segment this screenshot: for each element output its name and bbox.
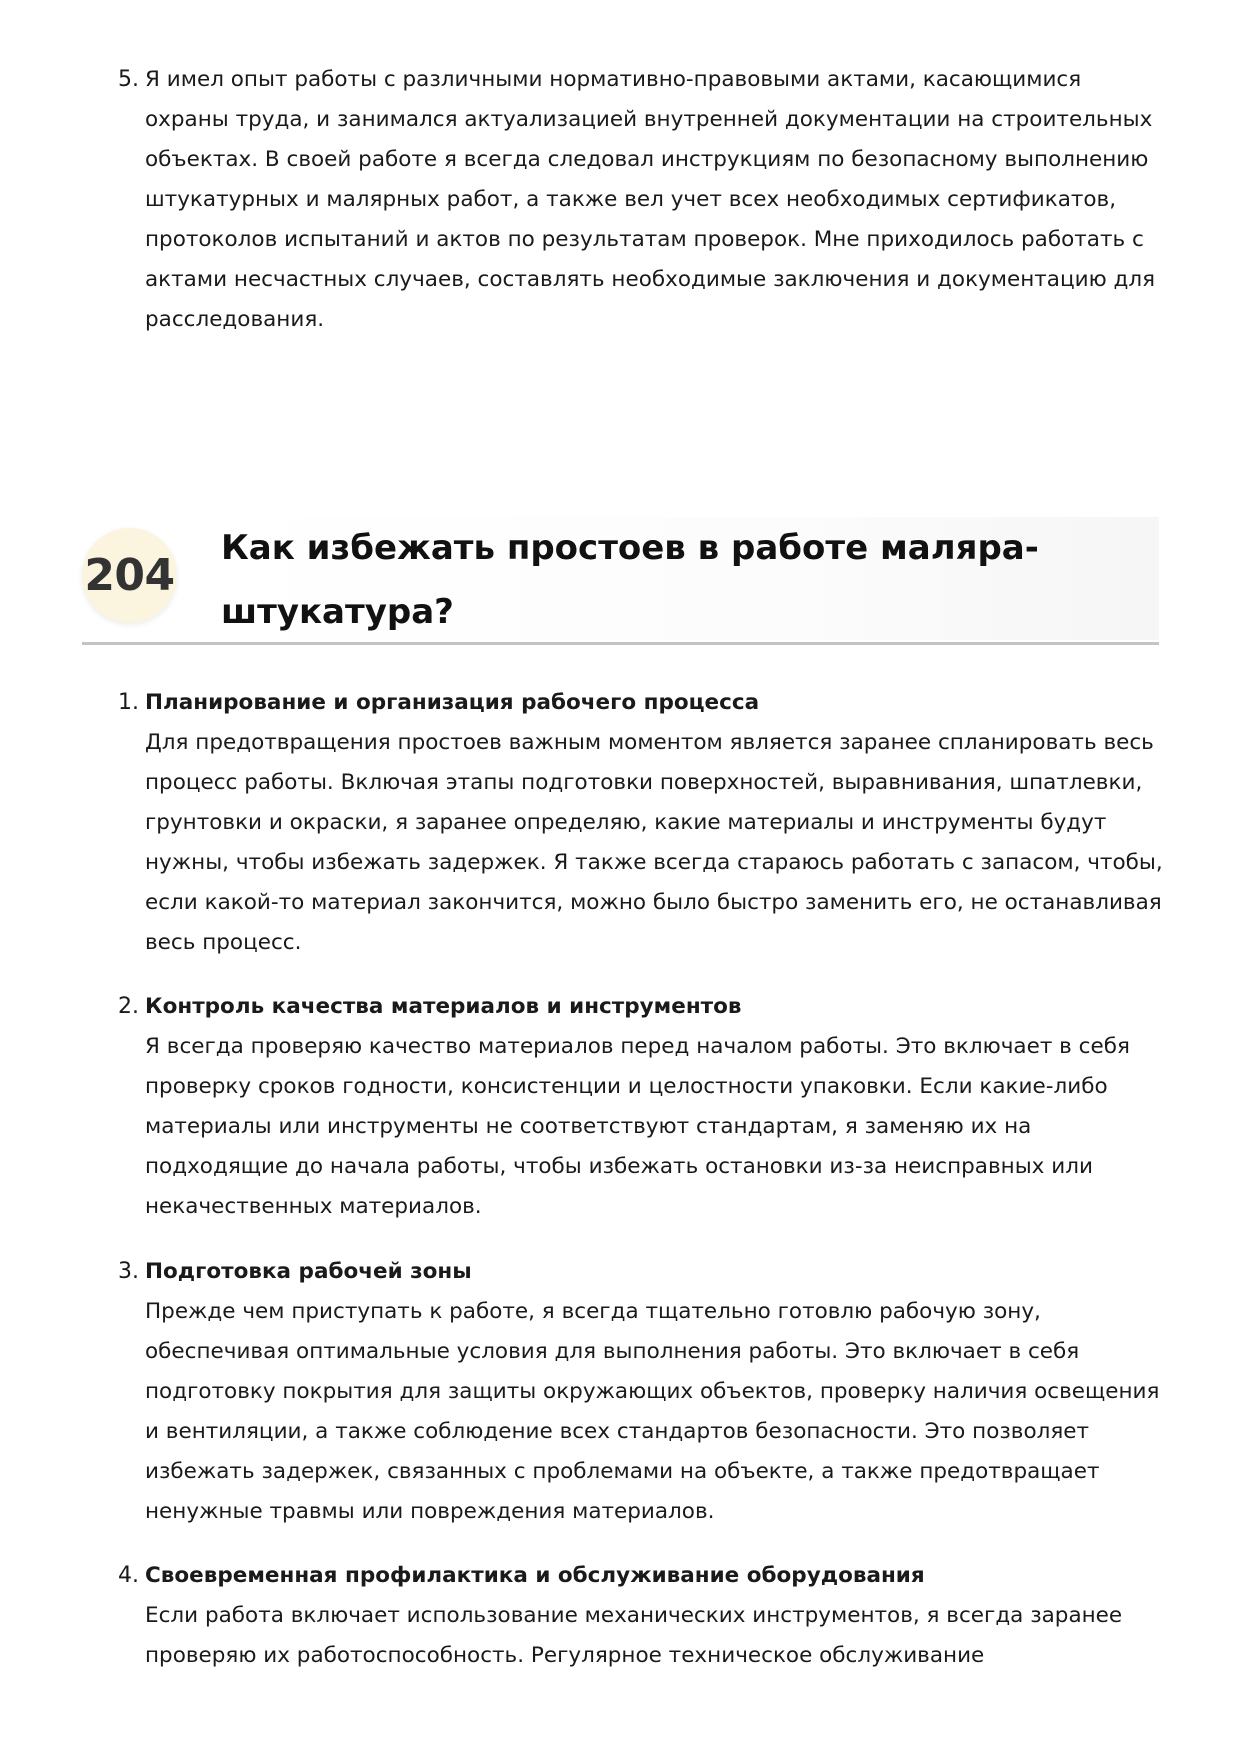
list-item-text: Для предотвращения простоев важным моментом является заранее спланировать весь процесс работы. Включая этапы подготовки поверхностей, выравнивания, шпатлевки, грунтовки и окраски, я заранее определяю, какие материалы и инструменты будут нужны, чтобы избежать задержек. Я также всегда стараюсь работать с запасом, чтобы, если какой-то материал закончится, можно было быстро заменить его, не останавливая весь процесс. — [145, 730, 1163, 955]
question-title: Как избежать простоев в работе маляра-штукатура? — [221, 528, 1039, 632]
list-item-number: 1. — [118, 690, 139, 715]
list-item-text: Если работа включает использование механических инструментов, я всегда заранее проверяю их работоспособность. Регулярное техническое обслуживание — [145, 1603, 1123, 1668]
list-item-text: Я всегда проверяю качество материалов перед началом работы. Это включает в себя проверку сроков годности, консистенции и целостности упаковки. Если какие-либо материалы или инструменты не соответствуют стандартам, я заменяю их на подходящие до начала работы, чтобы избежать остановки из-за неисправных или некачественных материалов. — [145, 1034, 1130, 1219]
list-item-number: 2. — [118, 994, 139, 1019]
list-item-title: Планирование и организация рабочего процесса — [145, 690, 760, 715]
question-header — [82, 513, 1159, 644]
list-item-number: 5. — [118, 67, 139, 92]
list-item-2 — [118, 987, 1163, 1227]
list-item-3 — [118, 1252, 1163, 1532]
list-item-1 — [118, 683, 1163, 963]
list-item-text: Я имел опыт работы с различными нормативно-правовыми актами, касающимися охраны труда, и занимался актуализацией внутренней документации на строительных объектах. В своей работе я всегда следовал инструкциям по безопасному выполнению штукатурных и малярных работ, а также вел учет всех необходимых сертификатов, протоколов испытаний и актов по результатам проверок. Мне приходилось работать с актами несчастных случаев, составлять необходимые заключения и документацию для расследования. — [145, 67, 1156, 332]
list-item-number: 3. — [118, 1259, 139, 1284]
list-item-title: Контроль качества материалов и инструментов — [145, 994, 742, 1019]
question-number: 204 — [84, 550, 175, 601]
question-number-badge — [82, 528, 177, 623]
list-item-4 — [118, 1556, 1163, 1676]
list-item-text: Прежде чем приступать к работе, я всегда тщательно готовлю рабочую зону, обеспечивая оптимальные условия для выполнения работы. Это включает в себя подготовку покрытия для защиты окружающих объектов, проверку наличия освещения и вентиляции, а также соблюдение всех стандартов безопасности. Это позволяет избежать задержек, связанных с проблемами на объекте, а также предотвращает ненужные травмы или повреждения материалов. — [145, 1299, 1160, 1524]
list-item-number: 4. — [118, 1563, 139, 1588]
list-item-title: Своевременная профилактика и обслуживание оборудования — [145, 1563, 925, 1588]
list-item-title: Подготовка рабочей зоны — [145, 1259, 472, 1284]
header-divider — [82, 642, 1159, 645]
list-item-prev-5 — [118, 60, 1163, 340]
